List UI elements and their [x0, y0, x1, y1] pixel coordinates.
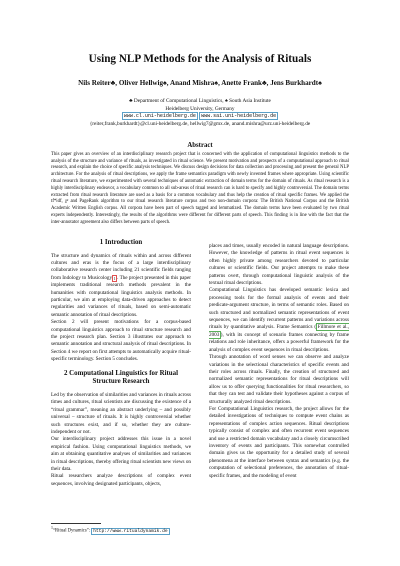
citation-link-fillmore[interactable]: Fillmore et al., 2003: [209, 324, 349, 338]
section-1-paragraph-1-text: The structure and dynamics of rituals within and across different cultures and eras is the focus of a large interdisciplinary collaborative research center including 21 scientific fields ranging from Indology to Musicology: [51, 252, 191, 281]
affiliation-line: ♣ Department of Computational Linguistics, ♠ South Asia Institute: [129, 98, 271, 104]
right-paragraph-3: Through annotation of word senses we can observe and analyze variations in the selectional characteristics of specific events and their roles across rituals. Finally, the creation of structured and normalized semantic representations for ritual descriptions will allow us to offer querying functionalities for ritual researchers, so that they can test and validate their hypotheses against a corpus of structurally analyzed ritual descriptions.: [209, 354, 349, 405]
right-paragraph-2: [209, 287, 349, 354]
university-line: Heidelberg University, Germany: [165, 105, 235, 112]
section-2-title: 2 Computational Linguistics for Ritual Structure Research: [64, 369, 178, 386]
left-column: [51, 239, 191, 488]
section-1-paragraph-2: Section 2 will present motivations for a corpus-based computational linguistics approach to ritual structure research and the project research plan. Section 3 illustrates our approach to semantic annotation and structural analysis of ritual descriptions. In Section 4 we report on first attempts to automatically acquire ritual-specific terminology. Section 5 concludes.: [51, 319, 191, 363]
url-link-sai[interactable]: www.sai.uni-heidelberg.de: [201, 113, 277, 119]
right-paragraph-4: For Computational Linguistics research, the project allows for the detailed investigations of techniques to compute event chains as representations of complex action sequences. Ritual descriptions typically consist of complex and often recurrent event sequences and use a restricted domain vocabulary and a closely circumscribed inventory of events and participants. This somewhat controlled domain gives us the opportunity for a detailed study of several phenomena at the interface between syntax and semantics (e.g. the computation of selectional preferences, the annotation of ritual-specific frames, and the modeling of event: [209, 405, 349, 479]
right-column: [209, 243, 349, 480]
right-paragraph-2-text-b: ), with its concept of scenario frames connecting by frame relations and role inheritance, offers a powerful framework for the analysis of complex event sequences in ritual descriptions.: [209, 331, 349, 353]
abstract-text: This paper gives an overview of an interdisciplinary research project that is concerned with the application of computational linguistics methods to the analysis of the structure and variance of rituals, as investigated in ritual science. We present motivation and prospects of a computational approach to ritual research, and explain the choice of specific analysis techniques. We discuss design decisions for data collection and processing and present the general NLP architecture. For the analysis of ritual descriptions, we apply the frame semantics paradigm with newly invented frames where appropriate. Using scientific ritual research literature, we experimented with several techniques of automatic extraction of domain terms for the domain of rituals. As ritual research is a highly interdisciplinary endeavor, a vocabulary common to all sub-areas of ritual research can is hard to specify and highly controversial. The domain terms extracted from ritual research literature are used as a basis for a common vocabulary and thus help the creation of ritual specific frames. We applied the tf*idf, χ² and PageRank algorithm to our ritual research literature corpus and two non-domain corpora: The British National Corpus and the British Academic Written English corpus. All corpora have been part of speech tagged and lemmatized. The domain terms have been evaluated by two ritual experts independently. Interestingly, the results of the algorithms were different for different parts of speech. This finding is in line with the fact that the inter-annotator agreement also differs between parts of speech.: [51, 151, 349, 225]
section-2-paragraph-3: Ritual researchers analyze descriptions of complex event sequences, involving designated participants, objects,: [51, 473, 191, 487]
section-2-paragraph-2: Our interdisciplinary project addresses this issue in a novel empirical fashion. Using computational linguistics methods, we aim at obtaining quantitative analyses of similarities and variances in ritual descriptions, thereby offering ritual scientists new views on their data.: [51, 436, 191, 472]
right-paragraph-1: places and times, usually encoded in natural language descriptions. However, the knowledge of patterns in ritual event sequences is often highly private among researchers devoted to particular cultures or scientific fields. Our project attempts to make these patterns overt, through computational linguistic analysis of the textual ritual descriptions.: [209, 243, 349, 287]
url-link-cl[interactable]: www.cl.uni-heidelberg.de: [123, 113, 196, 119]
footnote-ref-link[interactable]: 1: [113, 275, 116, 281]
footnote-marker: 1: [51, 526, 53, 530]
email-line: {reiter,frank,burkhardt}@cl.uni-heidelberg.de, hellwig7@gmx.de, anand.mishra@urz.uni-heidelberg.de: [89, 120, 311, 127]
section-1-title: 1 Introduction: [99, 239, 143, 246]
abstract: [51, 143, 349, 227]
abstract-heading: Abstract: [187, 142, 213, 149]
section-2-paragraph-1: Led by the observation of similarities and variances in rituals across times and cultures, ritual scientists are discussing the existence of a “ritual grammar”, meaning an abstract underlying – and possibly universal – structure of rituals. It is highly controversial whether such structures exist, and if so, whether they are culture-independent or not.: [51, 391, 191, 435]
right-paragraph-2-text-a: Computational Linguistics has developed semantic lexica and processing tools for the formal analysis of events and their predicate-argument structure, in terms of semantic roles. Based on such structured and normalized semantic representations of event sequences, we can identify recurrent patterns and variations across rituals by quantitative analysis. Frame Semantics (: [209, 287, 349, 331]
footnote-url-link[interactable]: http://www.ritualdynamik.de: [93, 528, 168, 534]
section-1-paragraph-1-end: . The project presented in this paper implements traditional research methods prevalent in the humanities with computational linguistics analysis methods. In particular, we aim at employing data-driven approaches to detect regularities and variances of rituals, based on semi-automatic semantic annotation of ritual descriptions.: [51, 274, 191, 318]
footnote: [51, 523, 191, 534]
affiliation-block: [0, 98, 400, 128]
footnote-rule: [51, 523, 101, 524]
paper-title: Using NLP Methods for the Analysis of Rituals: [88, 53, 312, 65]
url-line: [0, 113, 400, 121]
section-1-paragraph-1: [51, 253, 191, 320]
author-list: Nils Reiter♣, Oliver Hellwig♠, Anand Mishra♠, Anette Frank♣, Jens Burkhardt♠: [78, 79, 322, 87]
footnote-label: “Ritual Dynamics”:: [52, 528, 92, 534]
